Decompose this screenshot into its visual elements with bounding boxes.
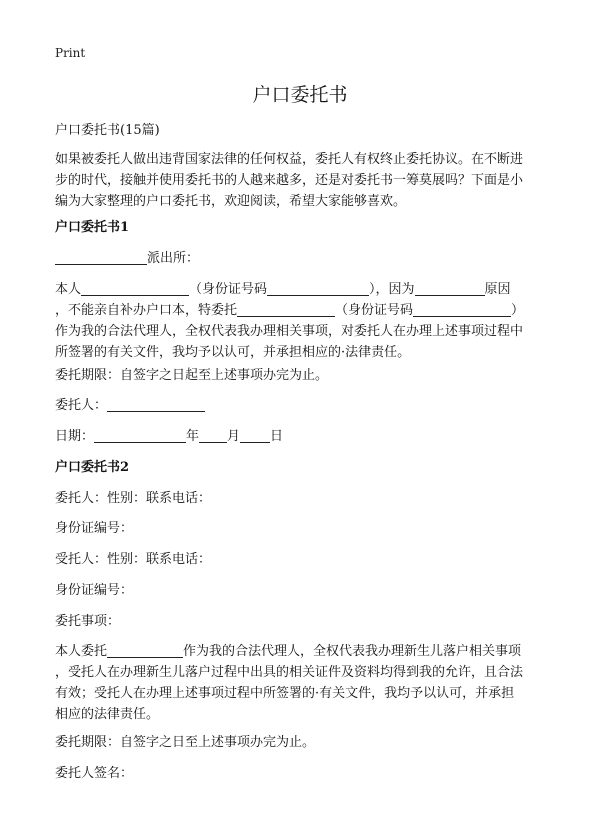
blank-field	[237, 301, 335, 317]
section1-body	[55, 279, 547, 363]
body-line: 作为我的合法代理人，全权代表我办理相关事项，对委托人在办理上述事项过程中	[55, 324, 524, 339]
text-fragment: ）	[511, 303, 525, 318]
month-label: 月	[227, 429, 241, 444]
body-line	[55, 279, 547, 300]
text-fragment: ，不能亲自补办户口本，特委托	[55, 303, 238, 318]
principal-id: 身份证编号：	[55, 521, 134, 536]
blank-field	[415, 280, 485, 296]
text-fragment: 原因	[484, 282, 511, 297]
section2-body	[55, 641, 547, 725]
blank-field	[94, 427, 186, 443]
intro-line: 步的时代，接触并使用委托书的人越来越多，还是对委托书一筹莫展吗？下面是小	[55, 173, 524, 188]
document-title: 户口委托书	[252, 84, 348, 106]
body-line	[55, 641, 547, 662]
blank-field	[81, 280, 189, 296]
body-line: 有效；受托人在办理上述事项过程中所签署的·有关文件，我均予以认可，并承担	[55, 686, 515, 701]
day-label: 日	[270, 429, 284, 444]
body-line	[55, 300, 547, 321]
agent-id: 身份证编号：	[55, 583, 134, 598]
police-station-label: 派出所：	[147, 251, 200, 266]
text-fragment: 本人委托	[55, 644, 108, 659]
signature-line: 委托人签名：	[55, 766, 134, 781]
blank-field	[267, 280, 369, 296]
text-fragment: ），因为	[369, 282, 415, 297]
print-link[interactable]: Print	[55, 46, 86, 60]
agent-info: 受托人：性别：联系电话：	[55, 552, 212, 567]
police-station-line	[55, 248, 199, 269]
section1-heading: 户口委托书1	[55, 220, 130, 235]
document-subtitle: 户口委托书(15篇)	[55, 123, 160, 138]
section2-period: 委托期限：自签字之日至上述事项办完为止。	[55, 735, 316, 750]
intro-line: 如果被委托人做出违背国家法律的任何权益，委托人有权终止委托协议。在不断进	[55, 152, 524, 167]
intro-paragraph	[55, 149, 547, 212]
blank-field	[413, 301, 511, 317]
blank-field	[199, 427, 227, 443]
text-fragment: 本人	[55, 282, 82, 297]
section2-heading: 户口委托书2	[55, 460, 130, 475]
blank-field	[55, 249, 147, 265]
blank-field	[107, 642, 183, 658]
text-fragment: （身份证号码	[335, 303, 414, 318]
date-line	[55, 426, 283, 447]
principal-line	[55, 395, 205, 416]
principal-info: 委托人：性别：联系电话：	[55, 491, 212, 506]
signature-blank	[107, 396, 205, 412]
entrusted-matters: 委托事项：	[55, 614, 121, 629]
body-line: 所签署的有关文件，我均予以认可，并承担相应的·法律责任。	[55, 345, 411, 360]
body-line: ，受托人在办理新生儿落户过程中出具的相关证件及资料均得到我的允许，且合法	[55, 665, 524, 680]
intro-line: 编为大家整理的户口委托书，欢迎阅读，希望大家能够喜欢。	[55, 194, 407, 209]
section1-period: 委托期限：自签字之日起至上述事项办完为止。	[55, 368, 329, 383]
year-label: 年	[186, 429, 200, 444]
text-fragment: （身份证号码	[189, 282, 268, 297]
text-fragment: 作为我的合法代理人，全权代表我办理新生儿落户相关事项	[183, 644, 522, 659]
principal-label: 委托人：	[55, 398, 108, 413]
blank-field	[240, 427, 270, 443]
date-label: 日期：	[55, 429, 95, 444]
body-line: 相应的法律责任。	[55, 707, 160, 722]
